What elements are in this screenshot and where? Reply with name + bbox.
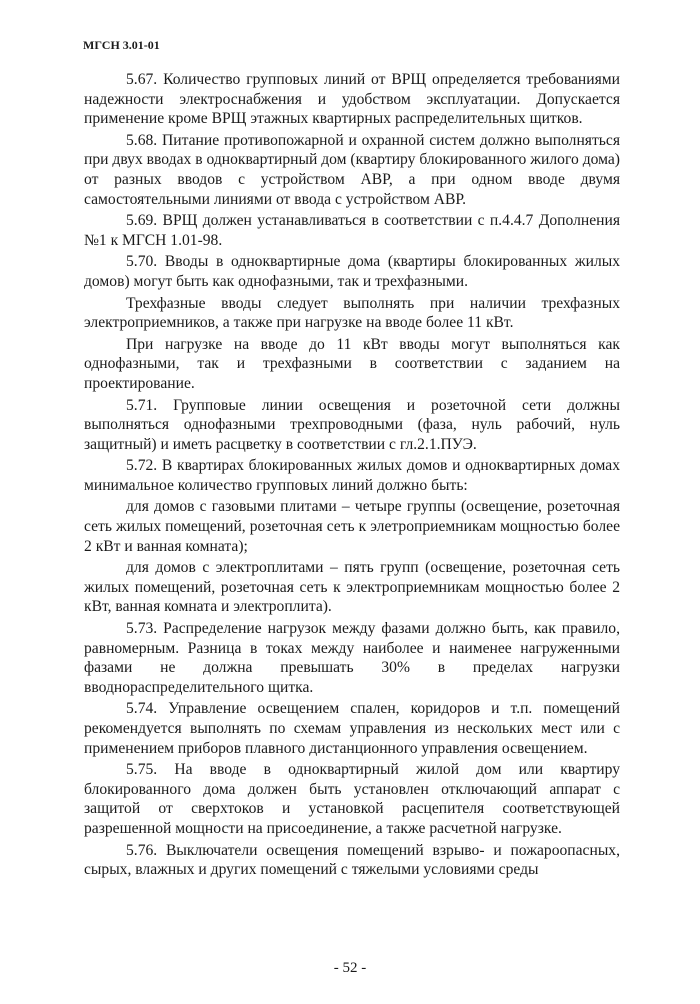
- paragraph-load-up-to-11kw: При нагрузке на вводе до 11 кВт вводы могут выполняться как однофазными, так и трехфазными в соответствии с заданием на проектирование.: [84, 335, 620, 392]
- paragraph-5-70: 5.70. Вводы в одноквартирные дома (квартиры блокированных жилых домов) могут быть как однофазными, так и трехфазными.: [84, 253, 620, 290]
- paragraph-5-68: 5.68. Питание противопожарной и охранной систем должно выполняться при двух вводах в одноквартирный дом (квартиру блокированного жилого дома) от разных вводов с устройством АВР, а при одном вводе двумя самостоятельными линиями от ввода с устройством АВР.: [84, 131, 620, 208]
- paragraph-electric-stoves: для домов с электроплитами – пять групп (освещение, розеточная сеть жилых помещений, розеточная сеть к электроприемникам мощностью более 2 кВт, ванная комната и электроплита).: [84, 559, 620, 616]
- paragraph-5-67: 5.67. Количество групповых линий от ВРЩ определяется требованиями надежности электроснабжения и удобством эксплуатации. Допускается применение кроме ВРЩ этажных квартирных распределительных щитков.: [84, 71, 620, 128]
- paragraph-three-phase-inputs: Трехфазные вводы следует выполнять при наличии трехфазных электроприемников, а также при нагрузке на вводе более 11 кВт.: [84, 294, 620, 332]
- paragraph-5-73: 5.73. Распределение нагрузок между фазами должно быть, как правило, равномерным. Разница в токах между наиболее и наименее нагруженными фазами не должна превышать 30% в пределах нагрузки вводнораспределительного щитка.: [84, 620, 620, 696]
- paragraph-5-72: 5.72. В квартирах блокированных жилых домов и одноквартирных домах минимальное количество групповых линий должно быть:: [84, 457, 620, 494]
- document-body: [84, 70, 620, 882]
- page-number: - 52 -: [333, 960, 367, 976]
- document-code-header: МГСН 3.01-01: [83, 38, 160, 52]
- paragraph-5-75: 5.75. На вводе в одноквартирный жилой дом или квартиру блокированного дома должен быть установлен отключающий аппарат с защитой от сверхтоков и установкой расцепителя соответствующей разрешенной мощности на присоединение, а также расчетной нагрузке.: [84, 761, 620, 837]
- paragraph-gas-stoves: для домов с газовыми плитами – четыре группы (освещение, розеточная сеть жилых помещений, розеточная сеть к элетроприемникам мощностью более 2 кВт и ванная комната);: [84, 498, 620, 555]
- paragraph-5-76: 5.76. Выключатели освещения помещений взрыво- и пожароопасных, сырых, влажных и других помещений с тяжелыми условиями среды: [84, 841, 620, 879]
- paragraph-5-74: 5.74. Управление освещением спален, коридоров и т.п. помещений рекомендуется выполнять по схемам управления из нескольких мест или с применением приборов плавного дистанционного управления освещением.: [84, 700, 620, 757]
- paragraph-5-71: 5.71. Групповые линии освещения и розеточной сети должны выполняться однофазными трехпроводными (фаза, нуль рабочий, нуль защитный) и иметь расцветку в соответствии с гл.2.1.ПУЭ.: [84, 396, 620, 453]
- paragraph-5-69: 5.69. ВРЩ должен устанавливаться в соответствии с п.4.4.7 Дополнения №1 к МГСН 1.01-98.: [84, 212, 620, 249]
